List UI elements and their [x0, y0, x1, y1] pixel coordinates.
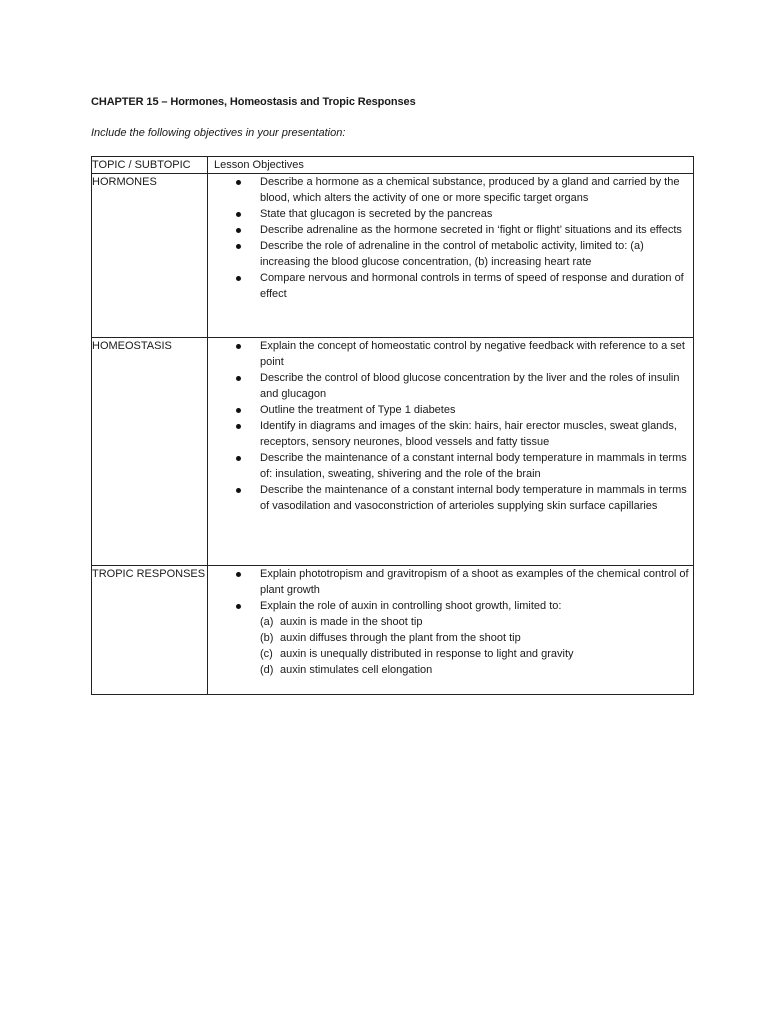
objective-text: Describe the role of adrenaline in the control of metabolic activity, limited to: (a) increasing the blood glucose concentration, (b) increasing heart rate [260, 240, 644, 268]
header-topic: TOPIC / SUBTOPIC [92, 157, 208, 174]
objective-text: Identify in diagrams and images of the skin: hairs, hair erector muscles, sweat glands, receptors, sensory neurones, blood vessels and fatty tissue [260, 420, 677, 448]
bullet-icon [236, 276, 241, 281]
list-item [208, 482, 693, 514]
sub-item-tag: (a) [260, 616, 274, 628]
sub-item-list [260, 614, 693, 678]
bullet-icon [236, 228, 241, 233]
objective-text: Describe a hormone as a chemical substance, produced by a gland and carried by the blood, which alters the activity of one or more specific target organs [260, 176, 680, 204]
list-item [208, 418, 693, 450]
sub-list-item [260, 646, 693, 662]
instruction-text: Include the following objectives in your presentation: [91, 127, 346, 139]
objective-text: Describe the maintenance of a constant internal body temperature in mammals in terms of: insulation, sweating, shivering and the role of the brain [260, 452, 687, 480]
bullet-icon [236, 212, 241, 217]
header-objectives: Lesson Objectives [208, 157, 694, 174]
sub-list-item [260, 662, 693, 678]
list-item [208, 566, 693, 598]
list-item [208, 450, 693, 482]
bullet-icon [236, 180, 241, 185]
list-item [208, 598, 693, 678]
list-item [208, 270, 693, 302]
list-item [208, 338, 693, 370]
sub-item-tag: (c) [260, 648, 273, 660]
bullet-icon [236, 244, 241, 249]
topic-cell: TROPIC RESPONSES [92, 566, 208, 695]
objective-text: State that glucagon is secreted by the pancreas [260, 208, 493, 220]
objective-list [208, 566, 693, 678]
list-item [208, 402, 693, 418]
list-item [208, 206, 693, 222]
bullet-icon [236, 408, 241, 413]
bullet-icon [236, 488, 241, 493]
sub-item-text: auxin diffuses through the plant from the shoot tip [280, 632, 521, 644]
sub-item-text: auxin is unequally distributed in response to light and gravity [280, 648, 574, 660]
objective-text: Outline the treatment of Type 1 diabetes [260, 404, 456, 416]
table-row [92, 338, 694, 566]
bullet-icon [236, 424, 241, 429]
objective-text: Explain phototropism and gravitropism of a shoot as examples of the chemical control of plant growth [260, 568, 689, 596]
objective-list [208, 174, 693, 302]
list-item [208, 222, 693, 238]
objective-text: Explain the role of auxin in controlling shoot growth, limited to: [260, 600, 562, 612]
sub-item-text: auxin stimulates cell elongation [280, 664, 433, 676]
bullet-icon [236, 376, 241, 381]
sub-item-text: auxin is made in the shoot tip [280, 616, 423, 628]
bullet-icon [236, 456, 241, 461]
objectives-cell [208, 566, 694, 695]
objective-text: Describe adrenaline as the hormone secreted in ‘fight or flight’ situations and its effects [260, 224, 682, 236]
list-item [208, 174, 693, 206]
sub-list-item [260, 614, 693, 630]
sub-item-tag: (b) [260, 632, 274, 644]
sub-list-item [260, 630, 693, 646]
topic-cell: HORMONES [92, 174, 208, 338]
table-row [92, 174, 694, 338]
objectives-cell [208, 338, 694, 566]
bullet-icon [236, 344, 241, 349]
objectives-cell [208, 174, 694, 338]
topic-cell: HOMEOSTASIS [92, 338, 208, 566]
objective-text: Explain the concept of homeostatic control by negative feedback with reference to a set point [260, 340, 685, 368]
list-item [208, 370, 693, 402]
sub-item-tag: (d) [260, 664, 274, 676]
list-item [208, 238, 693, 270]
objective-list [208, 338, 693, 514]
objective-text: Describe the maintenance of a constant internal body temperature in mammals in terms of vasodilation and vasoconstriction of arterioles supplying skin surface capillaries [260, 484, 687, 512]
objectives-table [91, 156, 694, 695]
table-header-row [92, 157, 694, 174]
bullet-icon [236, 604, 241, 609]
bullet-icon [236, 572, 241, 577]
table-row [92, 566, 694, 695]
objective-text: Compare nervous and hormonal controls in terms of speed of response and duration of effect [260, 272, 684, 300]
objective-text: Describe the control of blood glucose concentration by the liver and the roles of insulin and glucagon [260, 372, 680, 400]
chapter-heading: CHAPTER 15 – Hormones, Homeostasis and Tropic Responses [91, 96, 416, 108]
